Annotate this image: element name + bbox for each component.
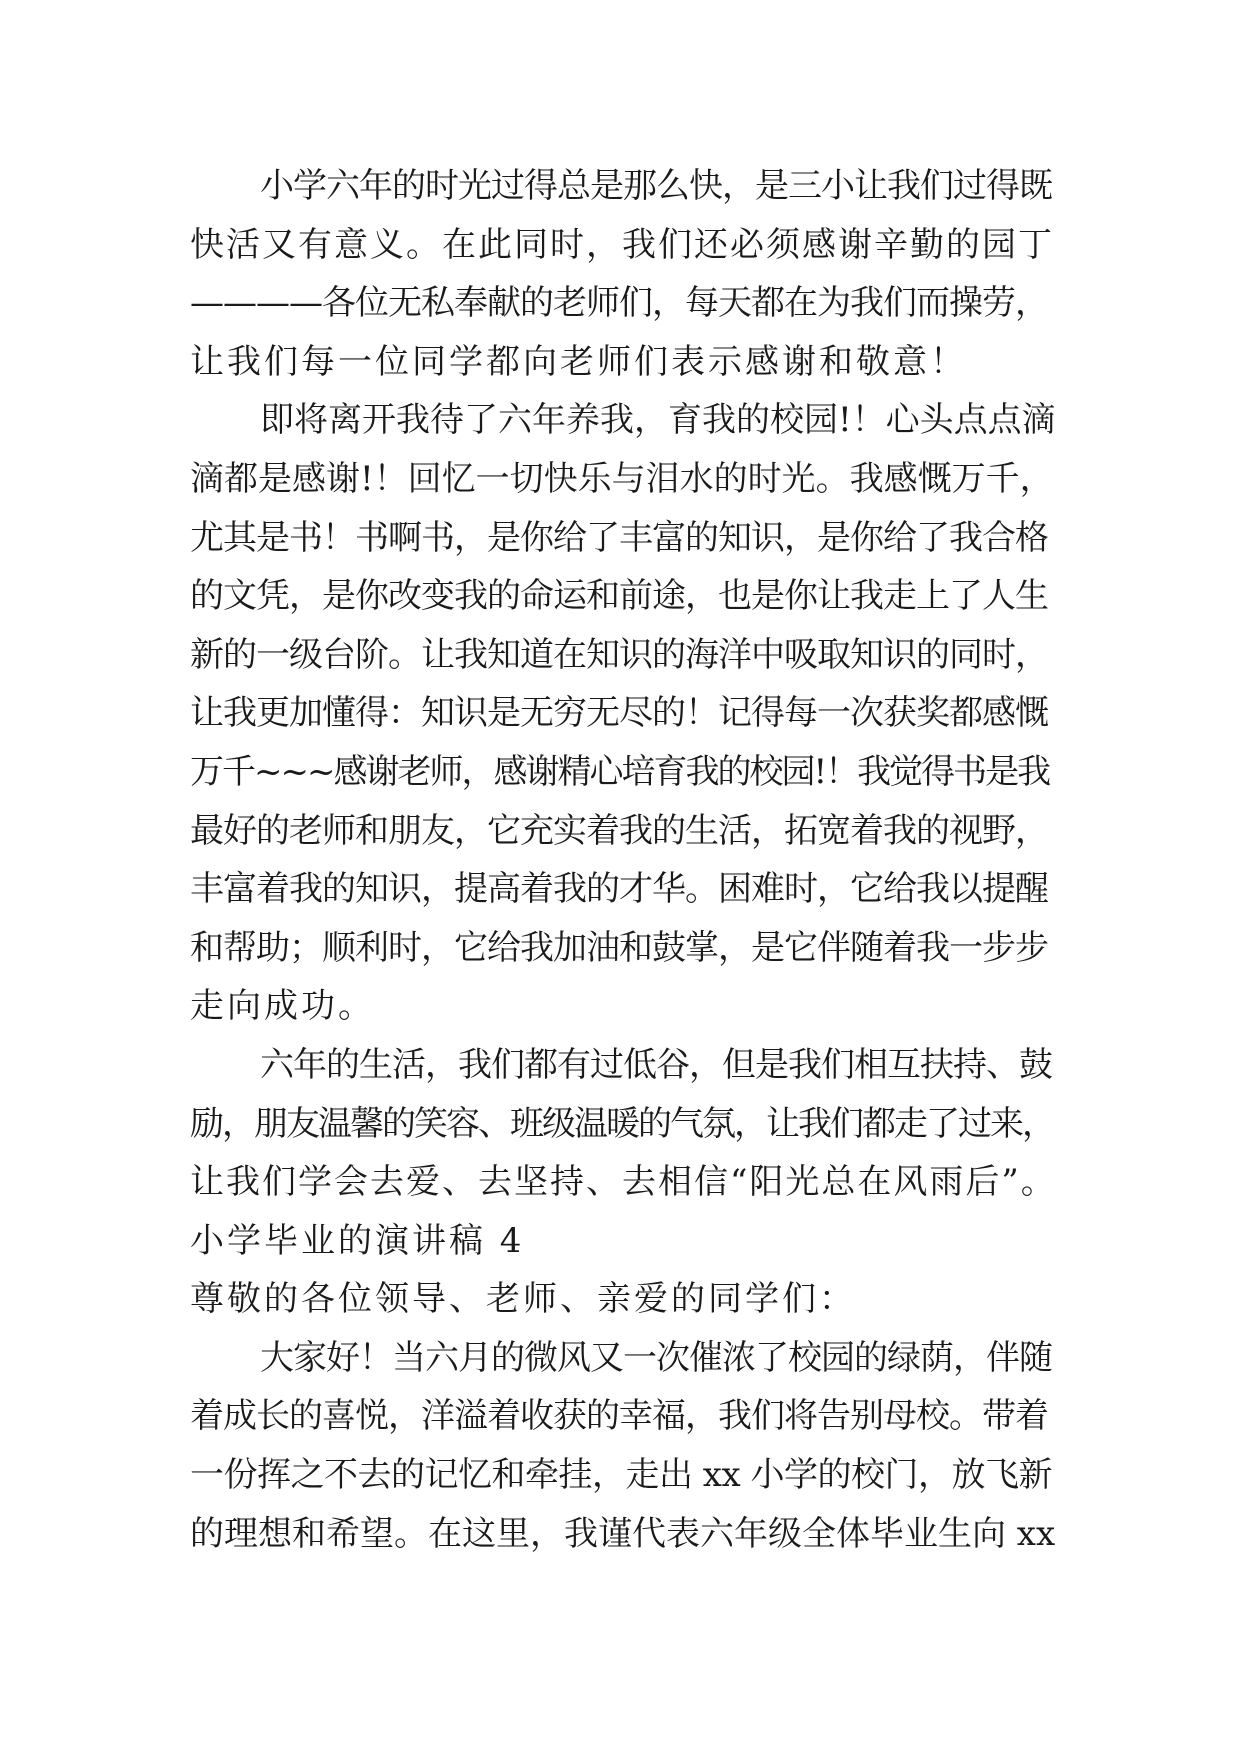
text-line: 大家好！当六月的微风又一次催浓了校园的绿荫，伴随 bbox=[260, 1337, 1052, 1378]
text-line: 六年的生活，我们都有过低谷，但是我们相互扶持、鼓 bbox=[260, 1044, 1052, 1085]
text-line: 的理想和希望。在这里，我谨代表六年级全体毕业生向 xx bbox=[190, 1513, 1056, 1554]
document-body bbox=[190, 157, 1060, 1563]
text-line: 丰富着我的知识，提高着我的才华。困难时，它给我以提醒 bbox=[190, 869, 1048, 910]
text-line: 最好的老师和朋友，它充实着我的生活，拓宽着我的视野， bbox=[190, 810, 1048, 851]
text-line: 尊敬的各位领导、老师、亲爱的同学们： bbox=[190, 1279, 856, 1320]
text-line: 的文凭，是你改变我的命运和前途，也是你让我走上了人生 bbox=[190, 576, 1048, 617]
text-line: 让我更加懂得：知识是无穷无尽的！记得每一次获奖都感慨 bbox=[190, 693, 1048, 734]
text-line: 万千~~~感谢老师，感谢精心培育我的校园!！我觉得书是我 bbox=[190, 751, 1050, 792]
text-line: 尤其是书！书啊书，是你给了丰富的知识，是你给了我合格 bbox=[190, 517, 1048, 558]
text-line: 小学六年的时光过得总是那么快，是三小让我们过得既 bbox=[260, 166, 1052, 206]
text-line: 即将离开我待了六年养我，育我的校园!！心头点点滴 bbox=[260, 400, 1056, 441]
text-line: 走向成功。 bbox=[190, 986, 375, 1027]
text-line: 滴都是感谢!！回忆一切快乐与泪水的时光。我感慨万千， bbox=[190, 458, 1054, 499]
text-line: 励，朋友温馨的笑容、班级温暖的气氛，让我们都走了过来， bbox=[190, 1103, 1054, 1144]
text-line: 快活又有意义。在此同时，我们还必须感谢辛勤的园丁 bbox=[190, 224, 1054, 265]
text-line: 小学毕业的演讲稿 4 bbox=[190, 1220, 525, 1261]
text-line: 新的一级台阶。让我知道在知识的海洋中吸取知识的同时， bbox=[190, 634, 1048, 675]
text-line: 和帮助；顺利时，它给我加油和鼓掌，是它伴随着我一步步 bbox=[190, 927, 1048, 968]
text-line: 一份挥之不去的记忆和牵挂，走出 xx 小学的校门，放飞新 bbox=[190, 1455, 1052, 1496]
text-line: ————各位无私奉献的老师们，每天都在为我们而操劳， bbox=[190, 283, 1048, 324]
text-line: 让我们每一位同学都向老师们表示感谢和敬意！ bbox=[190, 341, 967, 382]
text-line: 让我们学会去爱、去坚持、去相信“阳光总在风雨后”。 bbox=[190, 1162, 1057, 1203]
text-line: 着成长的喜悦，洋溢着收获的幸福，我们将告别母校。带着 bbox=[190, 1396, 1048, 1437]
